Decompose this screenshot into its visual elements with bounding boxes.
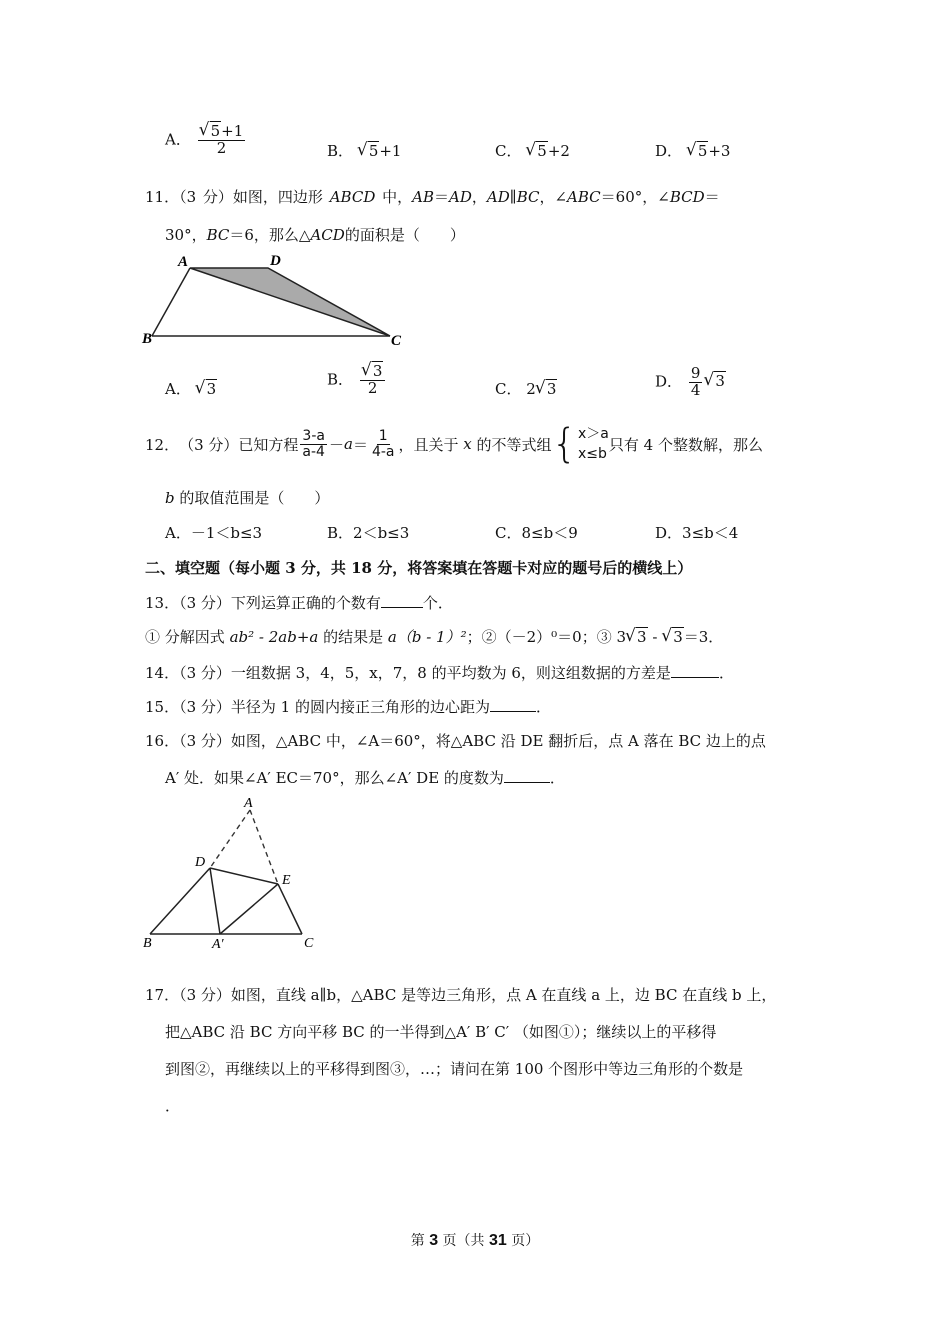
segment-ea-prime: [220, 884, 278, 934]
q14-line: 14．（3 分）一组数据 3，4，5，x，7，8 的平均数为 6，则这组数据的方差是 ．: [145, 664, 734, 682]
label-e: E: [282, 873, 291, 888]
label-a: A: [244, 796, 253, 811]
label-d: D: [195, 855, 206, 870]
label-b: B: [143, 936, 152, 951]
q15-answer-blank[interactable]: [490, 697, 536, 712]
q12-line1: 12． （3 分） 已知方程 $\frac{3-a}{a-4}$ － a ＝ $\frac{1}{4-a}$ ，且关于 x 的不等式组 { x＞a x≤b 只有 4 个整数解，那么: [145, 421, 763, 467]
segment-da-prime: [210, 868, 220, 934]
q11-option-a: A． √ 3: [165, 378, 217, 399]
q13-answer-blank[interactable]: [381, 593, 423, 608]
q11-figure: [140, 250, 410, 350]
q10-option-a: A． √ $\frac{5+1}{2}$: [165, 124, 247, 157]
label-c: C: [391, 333, 402, 349]
q12-option-b: B．2＜b≤3: [327, 524, 410, 542]
q10-option-b: B． √ 5+1: [327, 140, 401, 161]
q14-answer-blank[interactable]: [671, 663, 719, 678]
q16-figure: [140, 792, 330, 952]
q13-line2: ① 分解因式 ab² - 2ab+a 的结果是 a（b - 1）²；②（－2）⁰＝0；③ 3√ 3 - √ 3＝3．: [145, 626, 723, 647]
q17-line4: ．: [165, 1097, 181, 1115]
q11-line1: 11．（3 分）如图，四边形 ABCD 中，AB＝AD，AD∥BC，∠ABC＝60°，∠BCD＝: [145, 188, 720, 206]
shaded-triangle-acd: [190, 268, 390, 336]
q12-option-a: A．－1＜b≤3: [165, 524, 263, 542]
dashed-ae: [250, 810, 278, 884]
label-b: B: [142, 331, 153, 347]
segment-ab: [152, 268, 190, 336]
label-d: D: [270, 253, 281, 269]
q13-line1: 13．（3 分）下列运算正确的个数有 个．: [145, 594, 453, 612]
q11-option-b: B． √ $\frac{3}{2}$: [327, 364, 387, 397]
q16-answer-blank[interactable]: [504, 768, 550, 783]
dashed-ad: [210, 810, 250, 868]
q12-option-c: C．8≤b＜9: [495, 524, 578, 542]
label-a-prime: A′: [212, 937, 224, 952]
q16-line1: 16．（3 分）如图，△ABC 中，∠A＝60°，将△ABC 沿 DE 翻折后，点 A 落在 BC 边上的点: [145, 732, 766, 750]
q17-line1: 17．（3 分）如图，直线 a∥b，△ABC 是等边三角形，点 A 在直线 a 上，边 BC 在直线 b 上，: [145, 986, 777, 1004]
q12-line2: b 的取值范围是（ ）: [165, 489, 330, 507]
q17-line2: 把△ABC 沿 BC 方向平移 BC 的一半得到△A′ B′ C′ （如图①）；继续以上的平移得: [165, 1023, 717, 1041]
q11-line2: 30°，BC＝6，那么△ACD的面积是（ ）: [165, 226, 465, 244]
segment-de: [210, 868, 278, 884]
q12-option-d: D．3≤b＜4: [655, 524, 739, 542]
q17-line3: 到图②，再继续以上的平移得到图③，…；请问在第 100 个图形中等边三角形的个数是: [165, 1060, 744, 1078]
segment-db: [150, 868, 210, 934]
q10-option-c: C． √ 5+2: [495, 140, 570, 161]
q10-option-d: D． √ 5+3: [655, 140, 730, 161]
segment-ec: [278, 884, 302, 934]
q15-line: 15．（3 分）半径为 1 的圆内接正三角形的边心距为 ．: [145, 698, 552, 716]
q11-option-c: C． 2√ 3: [495, 378, 557, 399]
section-2-title: 二、填空题（每小题 3 分，共 18 分，将答案填在答题卡对应的题号后的横线上）: [145, 559, 693, 577]
page-footer: 第 3 页（共 31 页）: [410, 1232, 540, 1249]
label-c: C: [304, 936, 314, 951]
q11-option-d: D． $\frac{9}{4}$ √ 3: [655, 366, 726, 399]
q16-line2: A′ 处．如果∠A′ EC＝70°，那么∠A′ DE 的度数为 ．: [165, 769, 565, 787]
label-a: A: [178, 254, 189, 270]
